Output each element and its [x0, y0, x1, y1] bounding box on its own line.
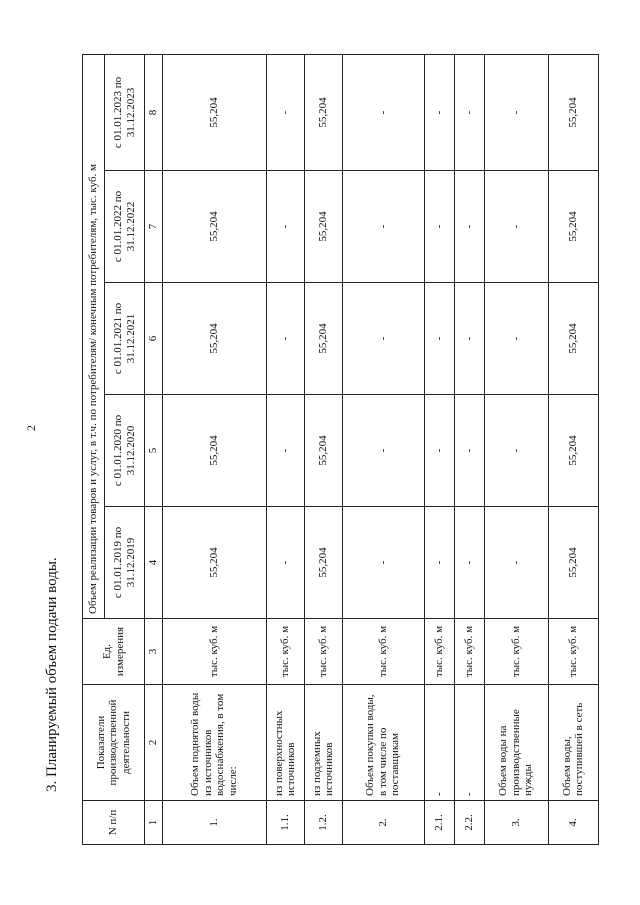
table-row	[548, 54, 598, 844]
row-value: 55,204	[548, 283, 598, 395]
row-unit: тыс. куб. м	[266, 619, 304, 685]
column-number: 3	[145, 619, 163, 685]
row-unit: тыс. куб. м	[484, 619, 548, 685]
page-number: 2	[24, 425, 38, 431]
row-value: 55,204	[548, 171, 598, 283]
row-value: -	[484, 283, 548, 395]
column-number: 6	[145, 283, 163, 395]
row-value: -	[266, 54, 304, 170]
row-num: 4.	[548, 801, 598, 845]
row-unit: тыс. куб. м	[162, 619, 266, 685]
row-value: -	[454, 171, 484, 283]
water-supply-plan-table	[82, 54, 599, 845]
table-row	[484, 54, 548, 844]
row-name: Объем поднятой воды из источников водоснабжения, в том числе:	[162, 685, 266, 801]
row-value: -	[342, 171, 424, 283]
row-value: 55,204	[304, 171, 342, 283]
header-num: N п/п	[83, 801, 145, 845]
row-value: 55,204	[548, 507, 598, 619]
row-value: -	[266, 395, 304, 507]
row-num: 1.2.	[304, 801, 342, 845]
header-period: с 01.01.2021 по 31.12.2021	[105, 283, 145, 395]
row-unit: тыс. куб. м	[424, 619, 454, 685]
header-period: с 01.01.2022 по 31.12.2022	[105, 171, 145, 283]
row-name: -	[454, 685, 484, 801]
row-value: 55,204	[162, 395, 266, 507]
row-value: -	[454, 54, 484, 170]
row-value: -	[424, 283, 454, 395]
row-value: 55,204	[304, 283, 342, 395]
column-number: 8	[145, 54, 163, 170]
row-value: 55,204	[162, 171, 266, 283]
row-value: 55,204	[548, 395, 598, 507]
row-value: -	[424, 507, 454, 619]
row-value: -	[342, 54, 424, 170]
row-name: из подземных источников	[304, 685, 342, 801]
row-value: -	[454, 395, 484, 507]
row-value: 55,204	[304, 507, 342, 619]
column-number: 2	[145, 685, 163, 801]
header-row-group	[83, 54, 105, 844]
row-value: 55,204	[162, 54, 266, 170]
row-value: -	[424, 395, 454, 507]
column-number: 5	[145, 395, 163, 507]
row-name: Объем воды на производственные нужды	[484, 685, 548, 801]
row-value: 55,204	[304, 54, 342, 170]
header-group: Объем реализации товаров и услуг, в т.ч. по потребителям/ конечным потребителям, тыс. куб. м	[83, 54, 105, 618]
row-name: -	[424, 685, 454, 801]
row-value: -	[342, 395, 424, 507]
row-value: -	[484, 507, 548, 619]
row-num: 2.2.	[454, 801, 484, 845]
header-period: с 01.01.2019 по 31.12.2019	[105, 507, 145, 619]
table-row	[304, 54, 342, 844]
row-value: 55,204	[162, 283, 266, 395]
row-unit: тыс. куб. м	[342, 619, 424, 685]
column-number: 4	[145, 507, 163, 619]
row-num: 1.1.	[266, 801, 304, 845]
row-value: -	[342, 283, 424, 395]
row-value: 55,204	[162, 507, 266, 619]
row-num: 1.	[162, 801, 266, 845]
header-period: с 01.01.2020 по 31.12.2020	[105, 395, 145, 507]
row-value: -	[484, 171, 548, 283]
table-row	[424, 54, 454, 844]
row-unit: тыс. куб. м	[548, 619, 598, 685]
header-unit: Ед. измерения	[83, 619, 145, 685]
row-num: 2.	[342, 801, 424, 845]
row-value: -	[454, 283, 484, 395]
row-value: 55,204	[548, 54, 598, 170]
table-row	[454, 54, 484, 844]
table-row	[342, 54, 424, 844]
row-name: Объем покупки воды, в том числе по поставщикам	[342, 685, 424, 801]
row-num: 2.1.	[424, 801, 454, 845]
row-value: 55,204	[304, 395, 342, 507]
row-value: -	[424, 171, 454, 283]
row-unit: тыс. куб. м	[454, 619, 484, 685]
table-row	[162, 54, 266, 844]
row-value: -	[484, 395, 548, 507]
column-number: 1	[145, 801, 163, 845]
column-number-row	[145, 54, 163, 844]
header-period: с 01.01.2023 по 31.12.2023	[105, 54, 145, 170]
row-value: -	[424, 54, 454, 170]
section-title: 3. Планируемый объем подачи воды.	[44, 557, 60, 792]
row-num: 3.	[484, 801, 548, 845]
header-indicator: Показатели производственной деятельности	[83, 685, 145, 801]
row-value: -	[266, 283, 304, 395]
row-value: -	[342, 507, 424, 619]
table-row	[266, 54, 304, 844]
row-name: Объем воды, поступившей в сеть	[548, 685, 598, 801]
row-name: из поверхностных источников	[266, 685, 304, 801]
row-value: -	[266, 507, 304, 619]
row-unit: тыс. куб. м	[304, 619, 342, 685]
row-value: -	[484, 54, 548, 170]
column-number: 7	[145, 171, 163, 283]
row-value: -	[266, 171, 304, 283]
row-value: -	[454, 507, 484, 619]
